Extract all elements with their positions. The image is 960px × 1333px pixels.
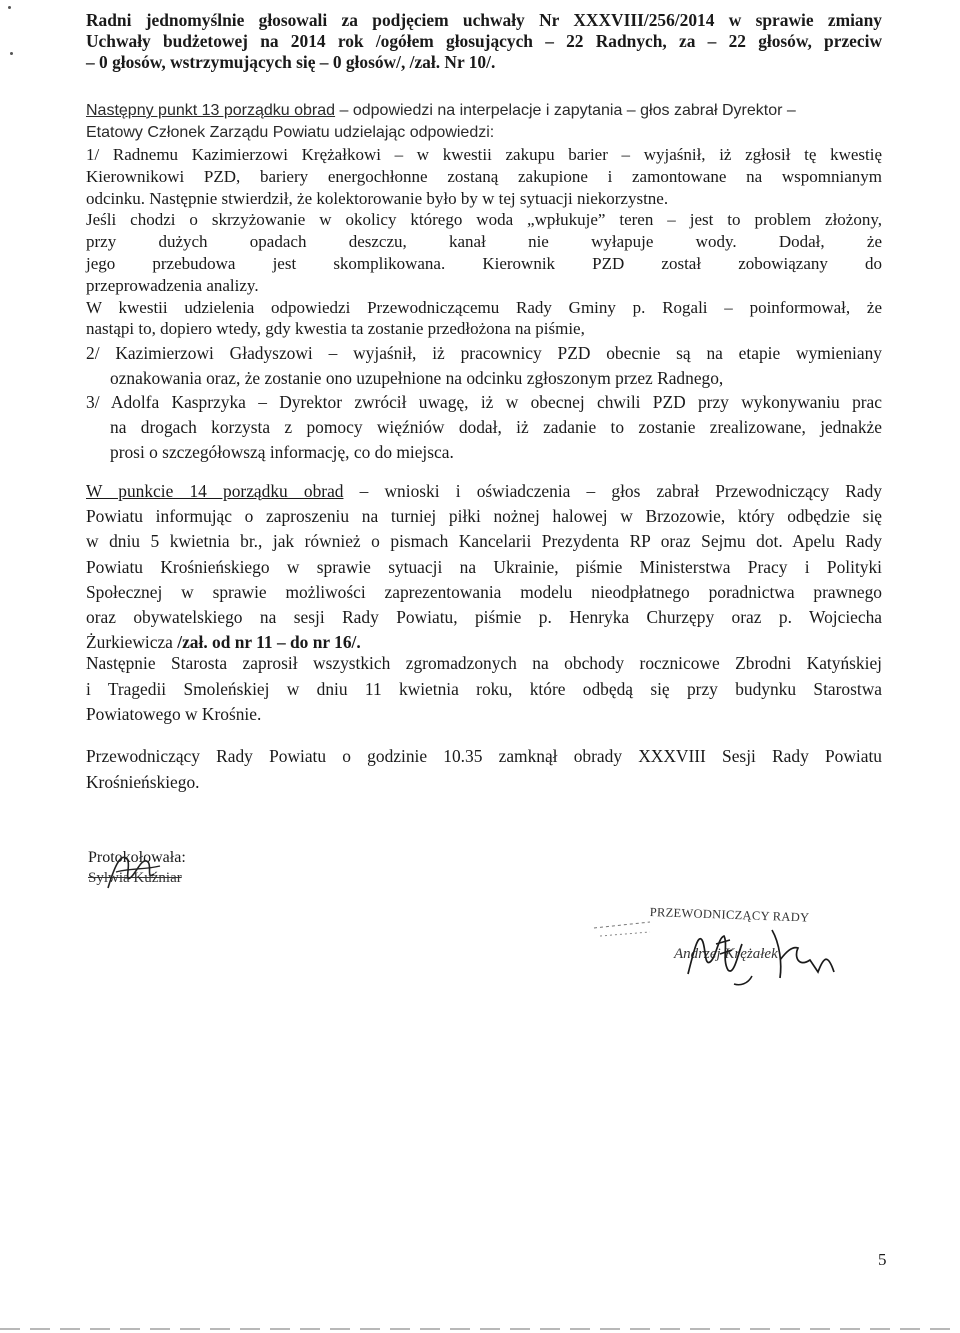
item-1-line: odcinku. Następnie stwierdził, że kolektorowanie było by w tej sytuacji niekorzystne. (86, 188, 669, 208)
point-13-item-3 (86, 390, 882, 465)
point-14-line: Społecznej w sprawie możliwości zaprezentowania modelu nieodpłatnego poradnictwa prawnego (86, 581, 882, 602)
page-number: 5 (878, 1250, 887, 1269)
stamp-name: Andrzej Krężałek (674, 946, 778, 962)
point-14-last-plain: Żurkiewicza (86, 632, 178, 653)
point-14-heading-rest: – wnioski i oświadczenia – głos zabrał Przewodniczący Rady (343, 481, 883, 501)
point-14-line: oraz obywatelskiego na sesji Rady Powiatu, piśmie p. Henryka Churzępy oraz p. Wojciecha (86, 607, 882, 628)
scan-speck (8, 6, 11, 9)
starosta-line: Następnie Starosta zaprosił wszystkich zgromadzonych na obchody rocznicowe Zbrodni Katyńskiej (86, 653, 882, 673)
item-1-line: 1/ Radnemu Kazimierzowi Krężałkowi – w kwestii zakupu barier – wyjaśnił, iż zgłosił tę kwestię (86, 145, 882, 164)
point-14-line: w dniu 5 kwietnia br., jak również o pismach Kancelarii Prezydenta RP oraz Sejmu dot. Apelu Rady (86, 531, 882, 552)
resolution-line: – 0 głosów, wstrzymujących się – 0 głosów/, /zał. Nr 10/. (86, 52, 496, 72)
item-2-line: oznakowania oraz, że zostanie ono uzupełnione na odcinku zgłoszonym przez Radnego, (110, 368, 724, 388)
item-1-line: Kierownikowi PZD, bariery energochłonne zostaną zakupione i zamontowane na wspomnianym (86, 166, 882, 186)
item-3-line: na drogach korzysta z pomocy więźniów dodał, iż zadanie to zostanie zrealizowane, jednakże (110, 417, 882, 437)
stamp-title: PRZEWODNICZĄCY RADY (649, 904, 810, 925)
item-1-line: W kwestii udzielenia odpowiedzi Przewodniczącemu Rady Gminy p. Rogali – poinformował, że (86, 297, 882, 317)
starosta-paragraph (86, 651, 882, 728)
point-14-title: W punkcie 14 porządku obrad (86, 481, 344, 501)
closing-line: Przewodniczący Rady Powiatu o godzinie 10.35 zamknął obrady XXXVIII Sesji Rady Powiatu (86, 746, 882, 766)
item-1-line: Jeśli chodzi o skrzyżowanie w okolicy którego woda „wpłukuje” teren – jest to problem złożony, (86, 210, 882, 230)
protocol-signature (88, 848, 228, 892)
point-14-line (86, 479, 882, 504)
item-3-line: 3/ Adolfa Kasprzyka – Dyrektor zwrócił uwagę, iż w obecnej chwili PZD przy wykonywaniu prac (86, 392, 882, 412)
resolution-line: Uchwały budżetowej na 2014 rok /ogółem głosujących – 22 Radnych, za – 22 głosów, przeciw (86, 31, 882, 51)
chairman-stamp (590, 898, 840, 988)
scan-speck (10, 52, 13, 55)
chairman-handwritten-signature (668, 914, 858, 986)
protocol-label: Protokołowała: (88, 849, 186, 866)
protocol-name: Sylwia Kuźniar (88, 870, 182, 886)
point-13-item-1 (86, 144, 882, 340)
item-1-line: przy dużych opadach deszczu, kanał nie wyłapuje wody. Dodał, że (86, 232, 882, 252)
point-13-section (86, 100, 882, 143)
item-3-line: prosi o szczegółowszą informację, co do miejsca. (110, 442, 454, 462)
resolution-paragraph (86, 10, 882, 73)
resolution-line: Radni jednomyślnie głosowali za podjęciem uchwały Nr XXXVIII/256/2014 w sprawie zmiany (86, 10, 882, 30)
point-13-intro: Etatowy Członek Zarządu Powiatu udzielając odpowiedzi: (86, 123, 495, 141)
point-14-line: Powiatu Krośnieńskiego w sprawie sytuacji na Ukrainie, piśmie Ministerstwa Pracy i Polityki (86, 556, 882, 577)
handwritten-signature-scribble (96, 848, 196, 892)
point-13-title: Następny punkt 13 porządku obrad (86, 102, 336, 119)
starosta-line: Powiatowego w Krośnie. (86, 704, 262, 724)
item-1-line: jego przebudowa jest skomplikowana. Kierownik PZD został zobowiązany do (86, 253, 882, 273)
closing-paragraph (86, 744, 882, 795)
scan-edge-line (0, 1328, 960, 1330)
closing-line: Krośnieńskiego. (86, 771, 200, 792)
attachment-reference: /zał. od nr 11 – do nr 16/. (177, 632, 361, 653)
item-2-line: 2/ Kazimierzowi Gładyszowi – wyjaśnił, iż pracownicy PZD obecnie są na etapie wymieniany (86, 343, 882, 363)
point-13-item-2 (86, 341, 882, 391)
point-14-line: Powiatu informując o zaproszeniu na turniej piłki nożnej halowej w Brzozowie, który odbędzie się (86, 506, 882, 527)
point-14-section (86, 479, 882, 655)
point-13-heading (86, 100, 882, 122)
starosta-line: i Tragedii Smoleńskiej w dniu 11 kwietnia roku, które odbędą się przy budynku Starostwa (86, 678, 882, 699)
item-1-line: nastąpi to, dopiero wtedy, gdy kwestia ta zostanie przedłożona na piśmie, (86, 319, 585, 339)
point-13-heading-rest: – odpowiedzi na interpelacje i zapytania – głos zabrał Dyrektor – (335, 102, 796, 119)
item-1-line: przeprowadzenia analizy. (86, 275, 259, 295)
